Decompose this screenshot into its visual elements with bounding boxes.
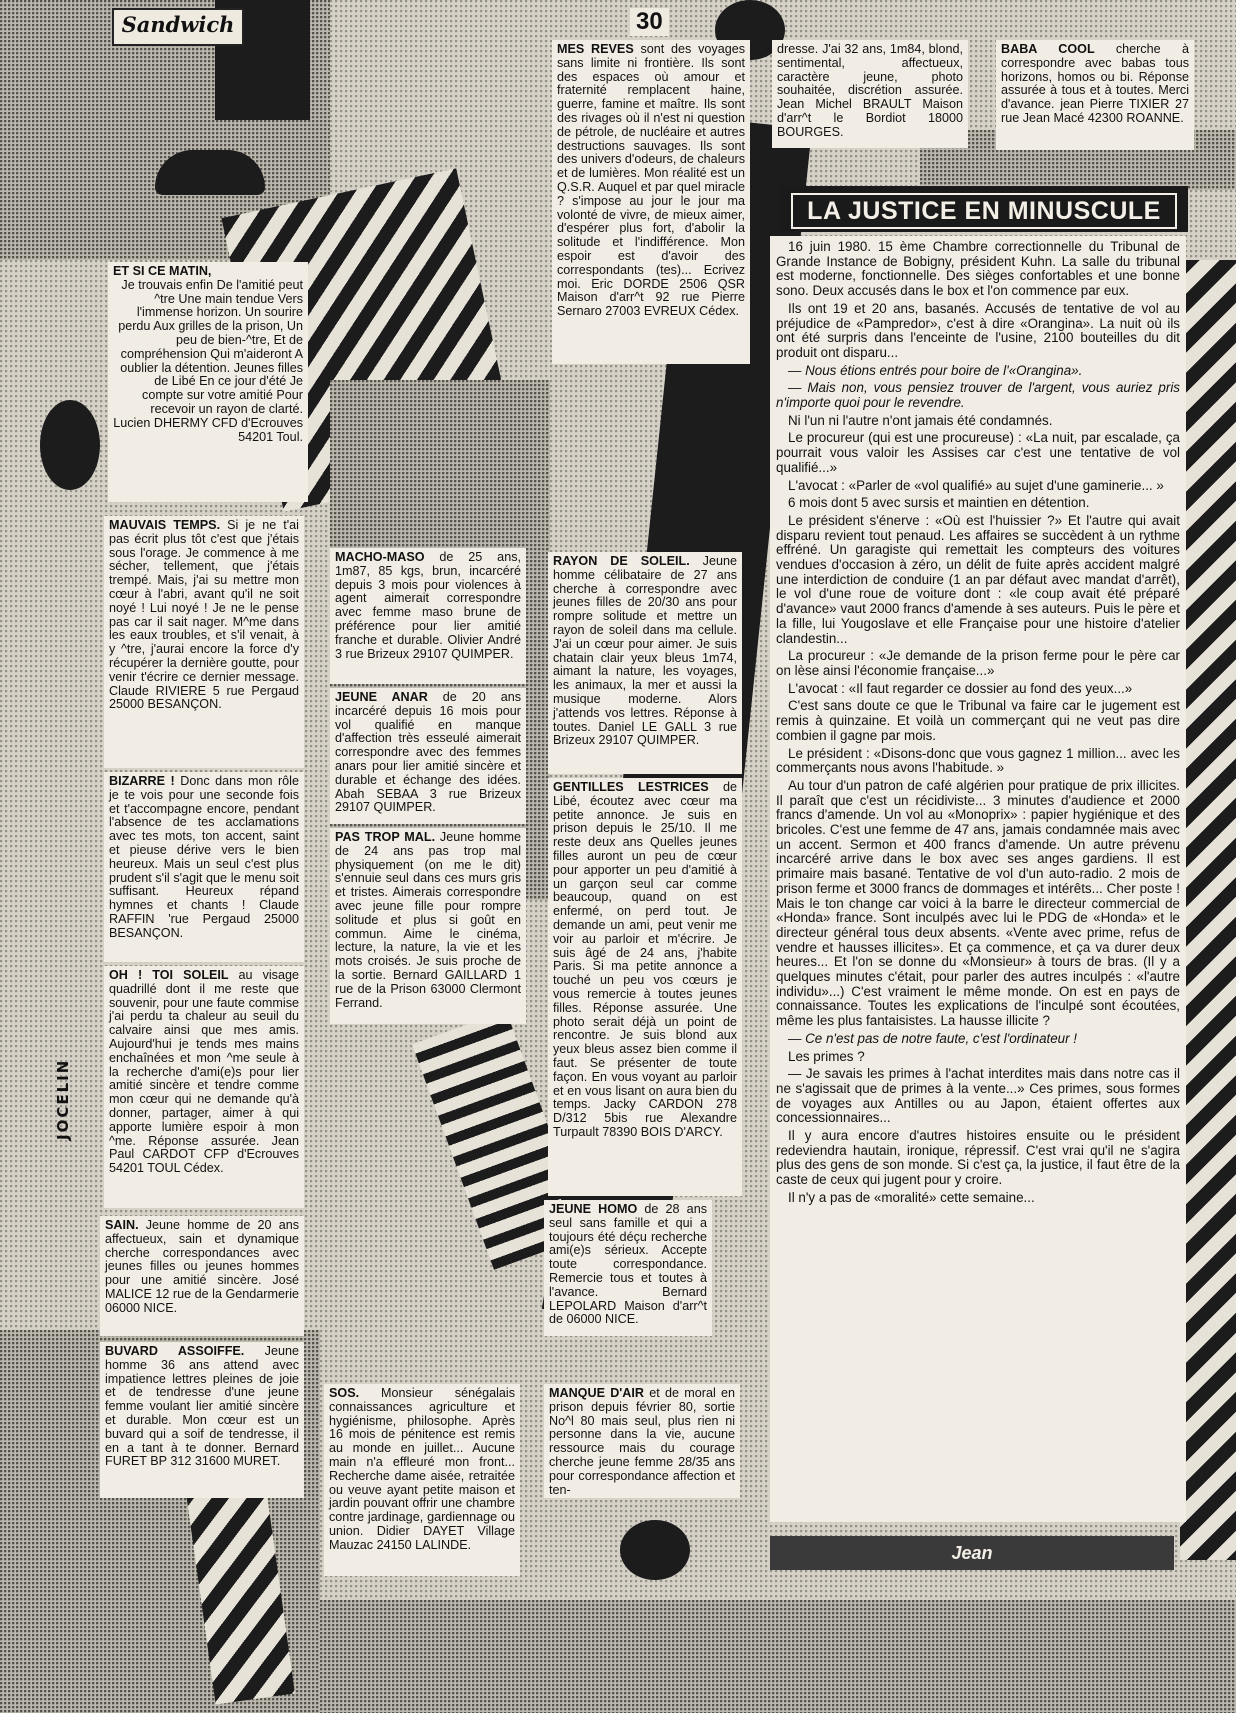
face-illustration <box>40 400 100 490</box>
article-paragraph: 6 mois dont 5 avec sursis et maintien en détention. <box>788 495 1090 511</box>
border-stripes <box>1180 260 1236 1560</box>
article-paragraph: Ni l'un ni l'autre n'ont jamais été condamnés. <box>788 412 1053 428</box>
article-paragraph: L'avocat : «Parler de «vol qualifié» au sujet d'une gaminerie... » <box>788 477 1164 493</box>
ad-lead: JEUNE HOMO <box>549 1202 645 1216</box>
article-paragraph: C'est sans doute ce que le Tribunal va faire car le jugement est remis à quinzaine. Et voilà un commerçant qui ne veut pas dire combien il gagne par mois. <box>776 698 1180 743</box>
ad-text: au visage quadrillé dont il me reste que souvenir, pour une faute commise j'ai perdu ta chaleur au seuil du calvaire ainsi que mes amis. Aujourd'hui je tends mes mains enchaînées et mon ^me seule à la recherche d'ami(e)s pour lier amitié sincère et tendre comme mon cœur qui ne demande qu'à donner, partager, aimer à qui apporte lumière espoir à mon ^me. Réponse assurée. Jean Paul CARDOT CFP d'Ecrouves 54201 TOUL Cédex. <box>109 968 299 1176</box>
classified-ad <box>548 552 742 774</box>
article-title-band <box>780 186 1188 232</box>
ad-text: cherche à correspondre avec babas tous horizons, homos ou bi. Réponse assurée à tous et à toutes. Merci d'avance. jean Pierre TIXIER 27 rue Jean Macé 42300 ROANNE. <box>1001 42 1189 125</box>
ad-text: Monsieur sénégalais connaissances agriculture et hygiénisme, philosophe. Après 16 mois de pénitence est remis au monde en juillet... Aucune main n'a effleuré mon front... Recherche dame aisée, retraitée ou veuve ayant petite maison et jardin pouvant offrir une chambre contre jardinage, gardiennage ou union. Didier DAYET Village Mauzac 24150 LALINDE. <box>329 1386 516 1552</box>
article-paragraph: La procureur : «Je demande de la prison ferme pour le père car on lèse ainsi l'économie française...» <box>776 648 1180 678</box>
classified-ad <box>544 1200 712 1336</box>
classified-ad <box>104 516 304 768</box>
ad-lead: BUVARD ASSOIFFE. <box>105 1344 265 1358</box>
article-paragraph: — Ce n'est pas de notre faute, c'est l'ordinateur ! <box>788 1030 1078 1046</box>
ad-lead: OH ! TOI SOLEIL <box>109 968 239 982</box>
ad-text: et de moral en prison depuis février 80, sortie No^l 80 mais seul, plus rien ni personne dans la vie, aucune ressource mais du courage cherche jeune femme 28/35 ans pour correspondance affection et ten- <box>549 1386 735 1497</box>
ad-text: de 25 ans, 1m87, 85 kgs, brun, incarcéré depuis 3 mois pour violences à agent aimerait correspondre avec femme maso brune de préférence pour lier amitié franche et durable. Olivier André 3 rue Brizeux 29107 QUIMPER. <box>335 550 521 661</box>
article-paragraph: — Mais non, vous pensiez trouver de l'argent, vous auriez pris n'importe quoi pour le revendre. <box>776 380 1180 411</box>
classified-ad <box>330 548 526 684</box>
classified-ad <box>996 40 1194 150</box>
classified-ad <box>104 772 304 962</box>
poem-block <box>108 262 308 502</box>
article-signature: Jean <box>770 1536 1174 1570</box>
ad-text: Si je ne t'ai pas écrit plus tôt c'est que j'étais sous l'orage. Je commence à me sécher, tellement, que j'étais trempé. Mais, j'ai su mettre mon cœur à l'abri, avant qu'il ne soit noyé ! Lui noyé ! Je ne le pense pas car il sait nager. M^me dans les eaux troubles, et s'il venait, à y ^tre, j'aurai encore la force d'y récupérer la dernière goutte, pour venir t'écrire ce dernier message. Claude RIVIERE 5 rue Pergaud 25000 BESANÇON. <box>109 518 299 712</box>
ad-text: Donc dans mon rôle je te vois pour une seconde fois et t'accompagne encore, pendant l'absence de tes acclamations avec tes mots, ton accent, saint et pieuse dérive vers le bien heureux. Mais un seul c'est plus prudent s'il s'agit que le menu soit suffisant. Heureux répand hymnes et chants ! Claude RAFFIN 'rue Pergaud 25000 BESANÇON. <box>109 774 299 940</box>
ad-text: Jeune homme de 24 ans pas trop mal physiquement (on me le dit) s'ennuie seul dans ces murs gris et tristes. Aimerais correspondre avec jeune fille pour rompre solitude et plus si goût en commun. Aime le cinéma, lecture, la nature, la vie et les mots croisés. Je suis proche de la sortie. Bernard GAILLARD 1 rue de la Prison 63000 Clermont Ferrand. <box>335 830 521 1010</box>
classified-ad <box>330 688 526 824</box>
classified-ad <box>772 40 968 148</box>
article-paragraph: L'avocat : «Il faut regarder ce dossier au fond des yeux...» <box>788 680 1133 696</box>
article-paragraph: Les primes ? <box>788 1048 865 1064</box>
ad-text: dresse. J'ai 32 ans, 1m84, blond, sentimental, affectueux, caractère jeune, photo souhaitée, discrétion assurée. Jean Michel BRAULT Maison d'arr^t le Bordiot 18000 BOURGES. <box>777 42 963 139</box>
shoe-illustration <box>620 1520 690 1580</box>
ad-text: de Libé, écoutez avec cœur ma petite annonce. Je suis en prison depuis le 25/10. Il me reste deux ans Quelles jeunes filles auront un peu de cœur pour apporter un peu d'amitié à un garçon seul car comme beaucoup, quand on est enfermé, on perd tout. Je demande un ami, peut venir me voir au parloir et m'écrire. Je suis âgé de 24 ans, j'habite Paris. Si ma petite annonce a touché un peu vos cœurs je vous remercie à toutes jeunes filles. Réponse assurée. Une photo serait déjà un point de rencontre. Je suis blond aux yeux bleus assez bien comme il faut. Se présenter de toute façon. En vous voyant au parloir et en vous lisant on aura bien du temps. Jacky CARDON 278 D/312 5bis rue Alexandre Turpault 78390 BOIS D'ARCY. <box>553 780 737 1139</box>
ad-lead: JEUNE ANAR <box>335 690 443 704</box>
illustrator-credit: JOCELIN <box>54 1058 72 1140</box>
ad-lead: BABA COOL <box>1001 42 1116 56</box>
ad-lead: BIZARRE ! <box>109 774 181 788</box>
classified-ad <box>100 1216 304 1336</box>
classified-ad <box>330 828 526 1024</box>
article-title: LA JUSTICE EN MINUSCULE <box>791 193 1177 229</box>
ad-lead: MANQUE D'AIR <box>549 1386 650 1400</box>
article-paragraph: Il y aura encore d'autres histoires ensuite ou le président redeviendra hautain, ironique, répressif. C'est vrai qu'il ne s'agira plus des gens de son monde. Si c'est ça, la justice, il faut être de la caste de ceux qui jugent pour y croire. <box>776 1128 1180 1188</box>
article-body <box>770 236 1186 1522</box>
ad-text: Jeune homme de 20 ans affectueux, sain et dynamique cherche correspondances avec jeunes filles ou jeunes hommes pour une amitié sincère. José MALICE 12 rue de la Gendarmerie 06000 NICE. <box>105 1218 299 1315</box>
article-paragraph: 16 juin 1980. 15 ème Chambre correctionnelle du Tribunal de Grande Instance de Bobigny, président Kuhn. La salle du tribunal est moderne, fonctionnelle. Des sièges confortables et une bonne sono. Deux accusés dans le box et l'on commence par eux. <box>776 239 1180 299</box>
section-title: Sandwich <box>112 8 244 46</box>
ad-lead: PAS TROP MAL. <box>335 830 440 844</box>
ad-text: de 28 ans seul sans famille et qui a toujours été déçu recherche ami(e)s sérieux. Accepte toute correspondance. Remercie tous et toutes à l'avance. Bernard LEPOLARD Maison d'arr^t de 06000 NICE. <box>549 1202 707 1327</box>
ad-lead: MES REVES <box>557 42 641 56</box>
ad-text: de 20 ans incarcéré depuis 16 mois pour vol qualifié en manque d'affection très esseulé aimerait correspondre avec des femmes anars pour lier amitié sincère et durable et échange des idées. Abah SEBAA 3 rue Brizeux 29107 QUIMPER. <box>335 690 521 815</box>
article-paragraph: Le président s'énerve : «Où est l'huissier ?» Et l'autre qui avait disparu revient tout penaud. Les affaires se succèdent à un rythme effréné. Un garagiste qui remettait les compteurs des voitures vendues d'occasion à zéro, un délit de fuite après accident malgré une interdiction de conduire (1 an par défaut avec mandat d'arrêt), le vol d'une roue de voiture dont : «le coup avait été préparé d'avance» vaut 2000 francs d'amende à ses auteurs. Puis le père et la fille, lui Yougoslave et elle Française pour une histoire d'atelier clandestin... <box>776 512 1180 646</box>
ad-lead: MACHO-MASO <box>335 550 440 564</box>
poem-title: ET SI CE MATIN, <box>113 264 212 278</box>
article-paragraph: Ils ont 19 et 20 ans, basanés. Accusés de tentative de vol au préjudice de «Pampredor», c'est à dire «Orangina». La nuit où ils ont été surpris dans l'enceinte de l'usine, 2100 bouteilles du dit produit ont disparu... <box>776 300 1180 360</box>
classified-ad <box>548 778 742 1196</box>
ad-text: Jeune homme 36 ans attend avec impatience lettres pleines de joie et de tendresse d'une jeune femme voulant lier amitié sincère et durable. Mon cœur est un buvard qui a soif de tendresse, il en a tant à te donner. Bernard FURET BP 312 31600 MURET. <box>105 1344 299 1469</box>
ad-lead: GENTILLES LESTRICES <box>553 780 723 794</box>
ad-lead: SOS. <box>329 1386 382 1400</box>
ad-text: Jeune homme célibataire de 27 ans cherche à correspondre avec jeunes filles de 20/30 ans pour rompre solitude et mettre un rayon de soleil dans ma cellule. J'ai un cœur pour aimer. Je suis chatain clair yeux bleus 1m74, aimant la nature, les voyages, les animaux, la mer et aussi la musique moderne. Alors j'attends vos lettres. Réponse à toutes. Daniel LE GALL 3 rue Brizeux 29107 QUIMPER. <box>553 554 737 748</box>
article-paragraph: Le président : «Disons-donc que vous gagnez 1 million... avec les commerçants nous avons l'habitude. » <box>776 745 1180 776</box>
ad-lead: SAIN. <box>105 1218 146 1232</box>
poem-lines: Je trouvais enfin De l'amitié peut ^tre Une main tendue Vers l'immense horizon. Un sourire perdu Aux grilles de la prison, Un peu de bien-^tre, Et de compréhension Qui m'aideront A oublier la détention. Jeunes filles de Libé En ce jour d'été Je compte sur votre amitié Pour recevoir un rayon de clarté. Lucien DHERMY CFD d'Ecrouves 54201 Toul. <box>113 277 303 444</box>
article-paragraph: Le procureur (qui est une procureuse) : «La nuit, par escalade, ça pourrait vous valoir les Assises car c'est une tentative de vol qualifié...» <box>776 430 1180 475</box>
classified-ad <box>324 1384 520 1576</box>
shoe-illustration <box>155 150 265 195</box>
article-paragraph: — Je savais les primes à l'achat interdites mais dans notre cas il ne s'agissait que de primes à la vente...» Ces primes, sous formes de voyages aux Antilles ou au Japon, étaient offertes aux concessionnaires... <box>776 1066 1180 1126</box>
classified-ad <box>552 40 750 364</box>
article-paragraph: — Nous étions entrés pour boire de l'«Orangina». <box>788 362 1083 378</box>
classified-ad <box>104 966 304 1208</box>
classified-ad <box>544 1384 740 1498</box>
collage-fragment <box>320 1600 1236 1713</box>
ad-lead: RAYON DE SOLEIL. <box>553 554 703 568</box>
classified-ad <box>100 1342 304 1498</box>
page-number: 30 <box>630 8 669 36</box>
ad-lead: MAUVAIS TEMPS. <box>109 518 228 532</box>
article-paragraph: Au tour d'un patron de café algérien pour pratique de prix illicites. Il paraît que c'est un récidiviste... 3 minutes d'audience et 2000 francs d'amende. Un vol au «Monoprix» : papier hygiénique et des bricoles. C'est une femme de 47 ans, jamais condamnée mais avec un accent. Sermon et 400 francs d'amende. Un autre prévenu incarcéré arrive dans le box avec ses anges gardiens. Il est primaire mais basané. Tentative de vol d'un auto-radio. 2 mois de prison ferme et 3000 francs de dommages et intérêts... Cher poste ! Mais le ton change car voici à la barre le directeur commercial de «Honda» france. Sont inculpés avec lui le PDG de «Honda» et le directeur général tous deux absents. «Vente avec prime, refus de vendre et hausses illicites». Et ça commence, et ça va durer deux heures... Et l'on se donne du «Monsieur» à tours de bras. (Il y a quelques minutes c'était, pour parler des autres inculpés : «l'autre individu»...) C'est vraiment le même monde. On est en pays de connaissance. Toutes les explications de l'inculpé sont écoutées, même les plus fantaisistes. La hausse illicite ? <box>776 777 1180 1029</box>
article-paragraph: Il n'y a pas de «moralité» cette semaine... <box>788 1189 1035 1205</box>
ad-text: sont des voyages sans limite ni frontière. Ils sont des espaces où amour et fraternité remplacent haine, guerre, famine et maître. Ils sont des rivages où il n'est ni question de pétrole, de nucléaire et autres destructions sauvages. Ils sont des univers d'odeurs, de chaleurs et de lumières. Mon réalité est un Q.S.R. Auquel et par quel miracle ? s'impose au jour le jour ma volonté de vivre, de mieux aimer, d'espérer plus fort, d'abolir la solitude et l'indifférence. Mon espoir est d'avoir des correspondants (tes)... Ecrivez moi. Eric DORDE 2506 QSR Maison d'arr^t 92 rue Pierre Sernaro 27003 EVREUX Cédex. <box>557 42 745 319</box>
